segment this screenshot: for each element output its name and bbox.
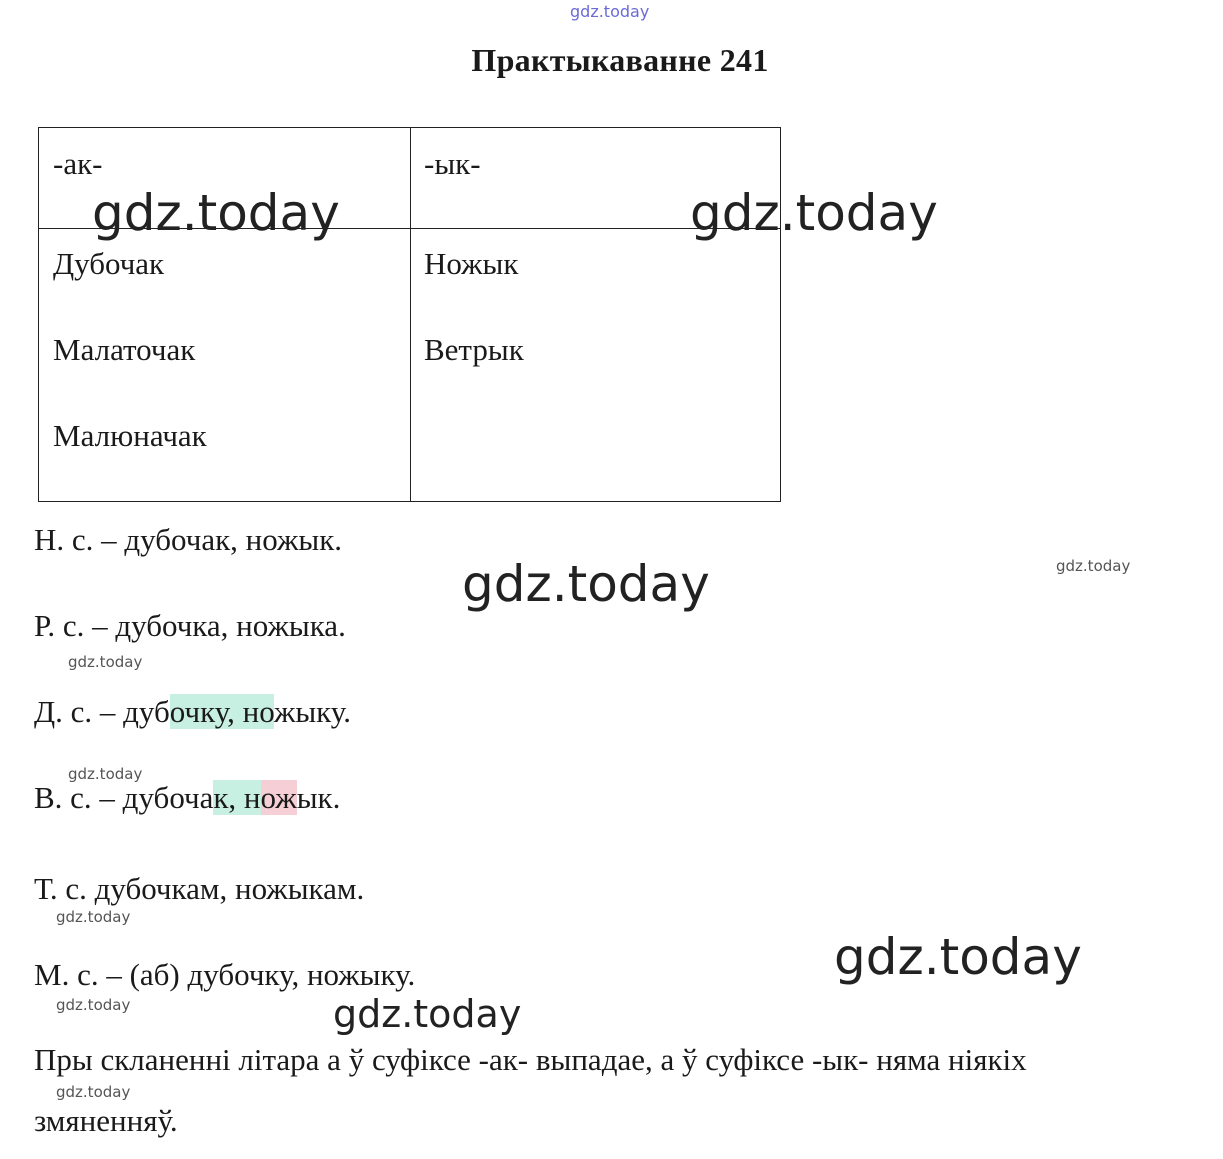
watermark: gdz.today xyxy=(92,184,340,242)
highlight-green: к, н xyxy=(213,780,261,815)
case-dative-part: Д. с. – дуб xyxy=(34,694,170,729)
case-accusative xyxy=(34,780,340,816)
case-instrumental: Т. с. дубочкам, ножыкам. xyxy=(34,871,365,906)
watermark-small: gdz.today xyxy=(68,653,143,671)
table-cell: Ветрык xyxy=(424,332,524,367)
watermark: gdz.today xyxy=(462,555,710,613)
case-accusative-part: В. с. – дубоча xyxy=(34,780,214,815)
suffix-table xyxy=(38,127,781,502)
watermark-top: gdz.today xyxy=(570,2,650,21)
watermark: gdz.today xyxy=(690,184,938,242)
watermark-small: gdz.today xyxy=(1056,557,1131,575)
watermark: gdz.today xyxy=(333,992,522,1036)
case-genitive: Р. с. – дубочка, ножыка. xyxy=(34,608,346,643)
watermark-small: gdz.today xyxy=(56,1083,131,1101)
table-row-divider xyxy=(39,228,780,229)
case-locative: М. с. – (аб) дубочку, ножыку. xyxy=(34,957,416,992)
conclusion-line-1: Пры скланенні літара а ў суфіксе -ак- выпадае, а ў суфіксе -ык- няма ніякіх xyxy=(34,1042,1027,1077)
watermark-small: gdz.today xyxy=(68,765,143,783)
page-title: Практыкаванне 241 xyxy=(471,42,769,78)
conclusion-line-2: змяненняў. xyxy=(34,1103,178,1138)
watermark-small: gdz.today xyxy=(56,908,131,926)
table-cell: Малаточак xyxy=(53,332,196,367)
watermark: gdz.today xyxy=(834,928,1082,986)
highlight-pink: ож xyxy=(260,780,297,815)
table-cell: Дубочак xyxy=(53,246,165,281)
highlight-green: очку, но xyxy=(169,694,274,729)
table-header-ak: -ак- xyxy=(53,146,103,181)
table-column-divider xyxy=(410,128,411,501)
watermark-small: gdz.today xyxy=(56,996,131,1014)
case-dative xyxy=(34,694,351,730)
case-dative-part: жыку. xyxy=(273,694,351,729)
table-cell: Малюначак xyxy=(53,418,207,453)
case-nominative: Н. с. – дубочак, ножык. xyxy=(34,522,343,557)
table-cell: Ножык xyxy=(424,246,519,281)
case-accusative-part: ык. xyxy=(296,780,341,815)
table-header-yk: -ык- xyxy=(424,146,481,181)
